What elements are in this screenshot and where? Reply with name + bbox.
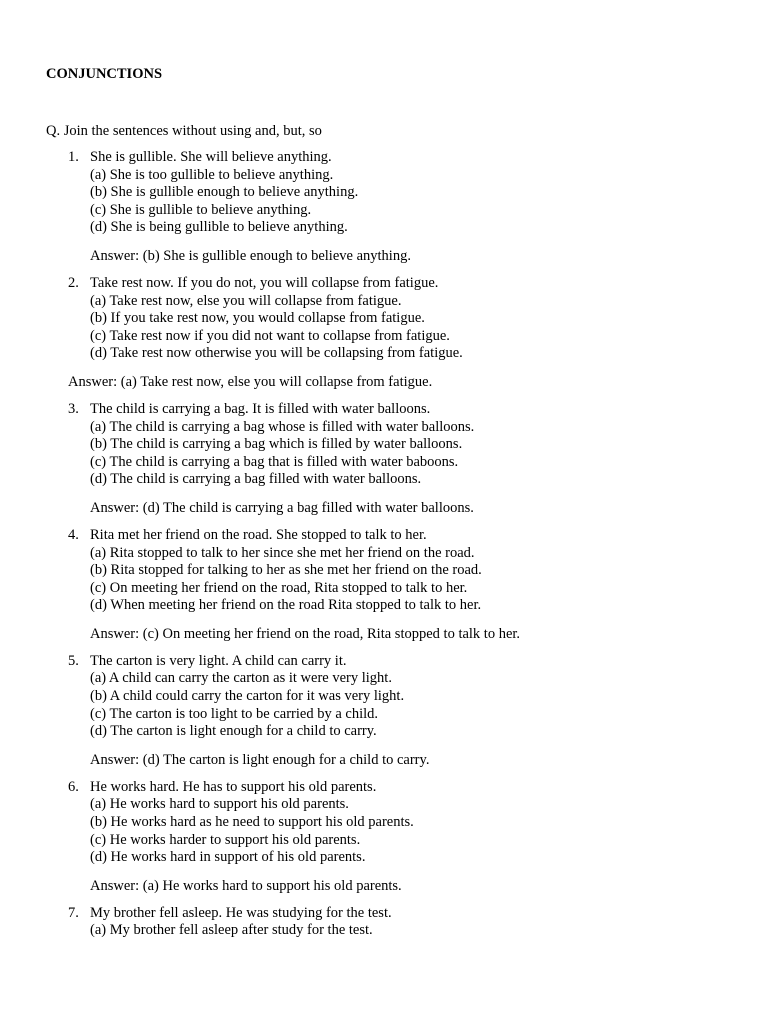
option-a: (a) Take rest now, else you will collapse from fatigue.	[90, 292, 402, 309]
question-text: He works hard. He has to support his old parents.	[90, 778, 377, 795]
question-number: 1.	[68, 149, 79, 165]
question-body	[90, 653, 768, 769]
question-number: 2.	[68, 274, 79, 291]
question-number: 7.	[68, 904, 79, 921]
question-list	[0, 149, 768, 940]
option-d: (d) He works hard in support of his old parents.	[90, 849, 366, 866]
question-item	[0, 401, 768, 517]
question-body	[90, 149, 768, 265]
option-d: (d) The carton is light enough for a child to carry.	[90, 723, 377, 740]
answer-text: Answer: (b) She is gullible enough to believe anything.	[90, 247, 411, 264]
question-item	[0, 905, 768, 940]
answer-text: Answer: (d) The child is carrying a bag filled with water balloons.	[90, 499, 474, 516]
question-text: Take rest now. If you do not, you will collapse from fatigue.	[90, 274, 439, 291]
option-b: (b) She is gullible enough to believe anything.	[90, 184, 359, 201]
question-text: Rita met her friend on the road. She stopped to talk to her.	[90, 526, 427, 543]
option-b: (b) A child could carry the carton for it was very light.	[90, 688, 405, 705]
question-body	[90, 527, 768, 643]
question-item	[0, 779, 768, 895]
option-d: (d) The child is carrying a bag filled with water balloons.	[90, 471, 422, 488]
option-a: (a) He works hard to support his old parents.	[90, 796, 349, 813]
question-number: 4.	[68, 526, 79, 543]
page-title: CONJUNCTIONS	[46, 66, 163, 82]
question-number: 6.	[68, 778, 79, 795]
question-text: The child is carrying a bag. It is filled with water balloons.	[90, 400, 431, 417]
question-body	[90, 779, 768, 895]
option-b: (b) The child is carrying a bag which is filled by water balloons.	[90, 436, 463, 453]
option-d: (d) She is being gullible to believe anything.	[90, 219, 348, 236]
question-body	[68, 274, 768, 391]
question-number: 5.	[68, 652, 79, 669]
option-d: (d) When meeting her friend on the road Rita stopped to talk to her.	[90, 597, 482, 614]
option-c: (c) The carton is too light to be carried by a child.	[90, 705, 379, 722]
question-text: My brother fell asleep. He was studying for the test.	[90, 904, 392, 921]
option-a: (a) My brother fell asleep after study for the test.	[90, 922, 373, 939]
question-item	[0, 275, 768, 391]
option-a: (a) The child is carrying a bag whose is filled with water balloons.	[90, 418, 475, 435]
question-body	[90, 905, 768, 940]
option-a: (a) Rita stopped to talk to her since she met her friend on the road.	[90, 544, 475, 561]
option-b: (b) If you take rest now, you would collapse from fatigue.	[90, 310, 425, 327]
answer-text: Answer: (d) The carton is light enough for a child to carry.	[90, 751, 430, 768]
answer-text: Answer: (a) Take rest now, else you will collapse from fatigue.	[68, 373, 433, 390]
option-c: (c) Take rest now if you did not want to collapse from fatigue.	[90, 327, 450, 344]
question-item	[0, 149, 768, 265]
option-b: (b) He works hard as he need to support his old parents.	[90, 814, 414, 831]
question-item	[0, 653, 768, 769]
question-text: The carton is very light. A child can carry it.	[90, 652, 347, 669]
question-item	[0, 527, 768, 643]
option-d: (d) Take rest now otherwise you will be collapsing from fatigue.	[90, 345, 463, 362]
question-number: 3.	[68, 400, 79, 417]
option-c: (c) He works harder to support his old parents.	[90, 831, 361, 848]
instruction-text: Q. Join the sentences without using and, but, so	[46, 123, 322, 139]
question-text: She is gullible. She will believe anything.	[90, 149, 332, 165]
option-b: (b) Rita stopped for talking to her as she met her friend on the road.	[90, 562, 482, 579]
option-a: (a) A child can carry the carton as it were very light.	[90, 670, 392, 687]
option-c: (c) She is gullible to believe anything.	[90, 201, 312, 218]
option-c: (c) On meeting her friend on the road, Rita stopped to talk to her.	[90, 579, 468, 596]
option-a: (a) She is too gullible to believe anything.	[90, 166, 334, 183]
question-body	[90, 401, 768, 517]
answer-text: Answer: (c) On meeting her friend on the road, Rita stopped to talk to her.	[90, 625, 521, 642]
answer-text: Answer: (a) He works hard to support his old parents.	[90, 877, 402, 894]
option-c: (c) The child is carrying a bag that is filled with water baboons.	[90, 453, 459, 470]
